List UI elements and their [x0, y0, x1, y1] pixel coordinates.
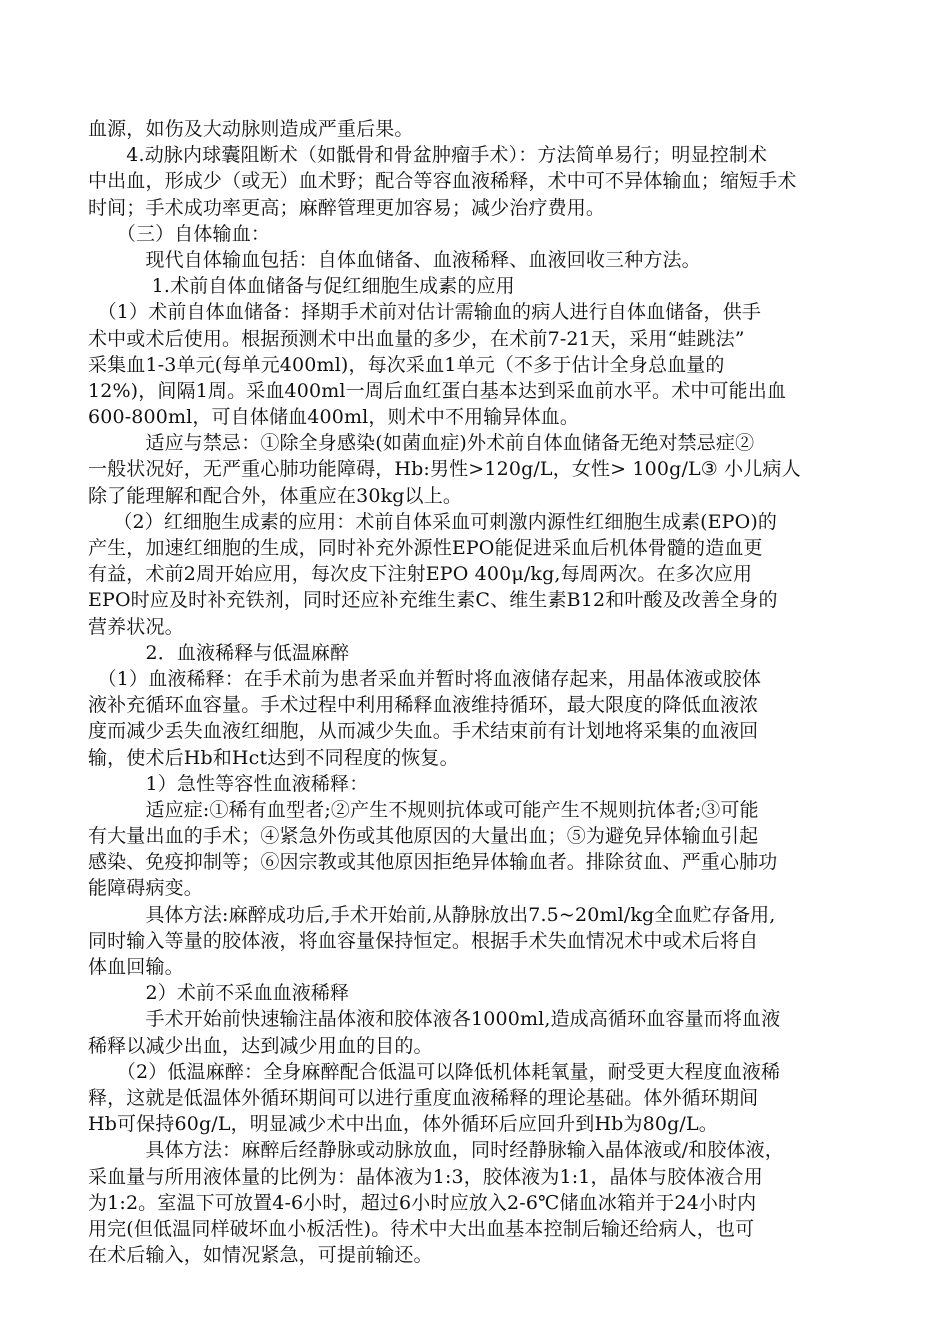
subsection-heading: 2．血液稀释与低温麻醉: [88, 641, 350, 664]
text-line: 营养状况。: [88, 615, 184, 638]
text-line: 600-800ml，可自体储血400ml，则术中不用输异体血。: [88, 406, 580, 429]
text-line: 一般状况好，无严重心肺功能障碍，Hb:男性>120g/L，女性> 100g/L③ 小儿病人: [88, 458, 801, 481]
document-body: [88, 116, 864, 1268]
text-line: 产生，加速红细胞的生成，同时补充外源性EPO能促进采血后机体骨髓的造血更: [88, 537, 763, 559]
text-line: 手术开始前快速输注晶体液和胶体液各1000ml,造成高循环血容量而将血液: [88, 1008, 781, 1031]
text-line: 现代自体输血包括：自体血储备、血液稀释、血液回收三种方法。: [88, 248, 701, 271]
text-line: 采血量与所用液体量的比例为：晶体液为1:3，胶体液为1:1，晶体与胶体液合用: [88, 1165, 763, 1188]
subsection-heading: 1.术前自体血储备与促红细胞生成素的应用: [88, 275, 515, 298]
section-heading: （三）自体输血：: [88, 222, 271, 245]
text-line: 稀释以减少出血，达到减少用血的目的。: [88, 1034, 433, 1057]
text-line: 用完(但低温同样破坏血小板活性)。待术中大出血基本控制后输还给病人，也可: [88, 1217, 755, 1240]
text-line: 具体方法:麻醉成功后,手术开始前,从静脉放出7.5~20ml/kg全血贮存备用,: [88, 903, 776, 926]
text-line: 液补充循环血容量。手术过程中利用稀释血液维持循环，最大限度的降低血液浓: [88, 694, 759, 717]
text-line: 适应与禁忌：①除全身感染(如菌血症)外术前自体血储备无绝对禁忌症②: [88, 432, 755, 455]
text-line: 有大量出血的手术；④紧急外伤或其他原因的大量出血；⑤为避免异体输血引起: [88, 825, 759, 848]
text-line: 采集血1-3单元(每单元400ml)，每次采血1单元（不多于估计全身总血量的: [88, 353, 725, 376]
text-line: 体血回输。: [88, 956, 184, 978]
text-line: 时间；手术成功率更高；麻醉管理更加容易；减少治疗费用。: [88, 196, 606, 219]
text-line: 2）术前不采血血液稀释: [88, 982, 350, 1005]
text-line: 感染、免疫抑制等；⑥因宗教或其他原因拒绝异体输血者。排除贫血、严重心肺功: [88, 851, 778, 874]
text-line: EPO时应及时补充铁剂，同时还应补充维生素C、维生素B12和叶酸及改善全身的: [88, 589, 778, 612]
text-line: 为1:2。室温下可放置4-6小时，超过6小时应放入2-6℃储血冰箱并于24小时内: [88, 1191, 757, 1214]
text-line: 在术后输入，如情况紧急，可提前输还。: [88, 1244, 433, 1267]
text-line: 度而减少丢失血液红细胞，从而减少失血。手术结束前有计划地将采集的血液回: [88, 720, 759, 743]
text-line: 除了能理解和配合外，体重应在30kg以上。: [88, 484, 463, 507]
text-line: 12%)，间隔1周。采血400ml一周后血红蛋白基本达到采血前水平。术中可能出血: [88, 379, 787, 402]
text-line: 能障碍病变。: [88, 877, 203, 900]
text-line: （2）低温麻醉：全身麻醉配合低温可以降低机体耗氧量，耐受更大程度血液稀: [88, 1060, 781, 1083]
text-line: 血源，如伤及大动脉则造成严重后果。: [88, 118, 414, 140]
text-line: 术中或术后使用。根据预测术中出血量的多少，在术前7-21天，采用“蛙跳法”: [88, 327, 745, 350]
text-line: （1）血液稀释：在手术前为患者采血并暂时将血液储存起来，用晶体液或胶体: [88, 667, 761, 690]
text-line: （2）红细胞生成素的应用：术前自体采血可刺激内源性红细胞生成素(EPO)的: [88, 510, 778, 533]
text-line: 释，这就是低温体外循环期间可以进行重度血液稀释的理论基础。体外循环期间: [88, 1086, 759, 1109]
text-line: Hb可保持60g/L，明显减少术中出血，体外循环后应回升到Hb为80g/L。: [88, 1113, 718, 1136]
text-line: 适应症:①稀有血型者;②产生不规则抗体或可能产生不规则抗体者;③可能: [88, 798, 759, 821]
text-line: 具体方法：麻醉后经静脉或动脉放血，同时经静脉输入晶体液或/和胶体液，: [88, 1139, 784, 1162]
text-line: （1）术前自体血储备：择期手术前对估计需输血的病人进行自体血储备，供手: [88, 301, 761, 324]
text-line: 输，使术后Hb和Hct达到不同程度的恢复。: [88, 746, 459, 769]
text-line: 4.动脉内球囊阻断术（如骶骨和骨盆肿瘤手术）：方法简单易行；明显控制术: [88, 144, 768, 167]
text-line: 同时输入等量的胶体液，将血容量保持恒定。根据手术失血情况术中或术后将自: [88, 929, 759, 952]
text-line: 1）急性等容性血液稀释：: [88, 772, 369, 795]
text-line: 中出血，形成少（或无）血术野；配合等容血液稀释，术中可不异体输血；缩短手术: [88, 170, 797, 193]
text-line: 有益，术前2周开始应用，每次皮下注射EPO 400μ/kg,每周两次。在多次应用: [88, 563, 753, 586]
